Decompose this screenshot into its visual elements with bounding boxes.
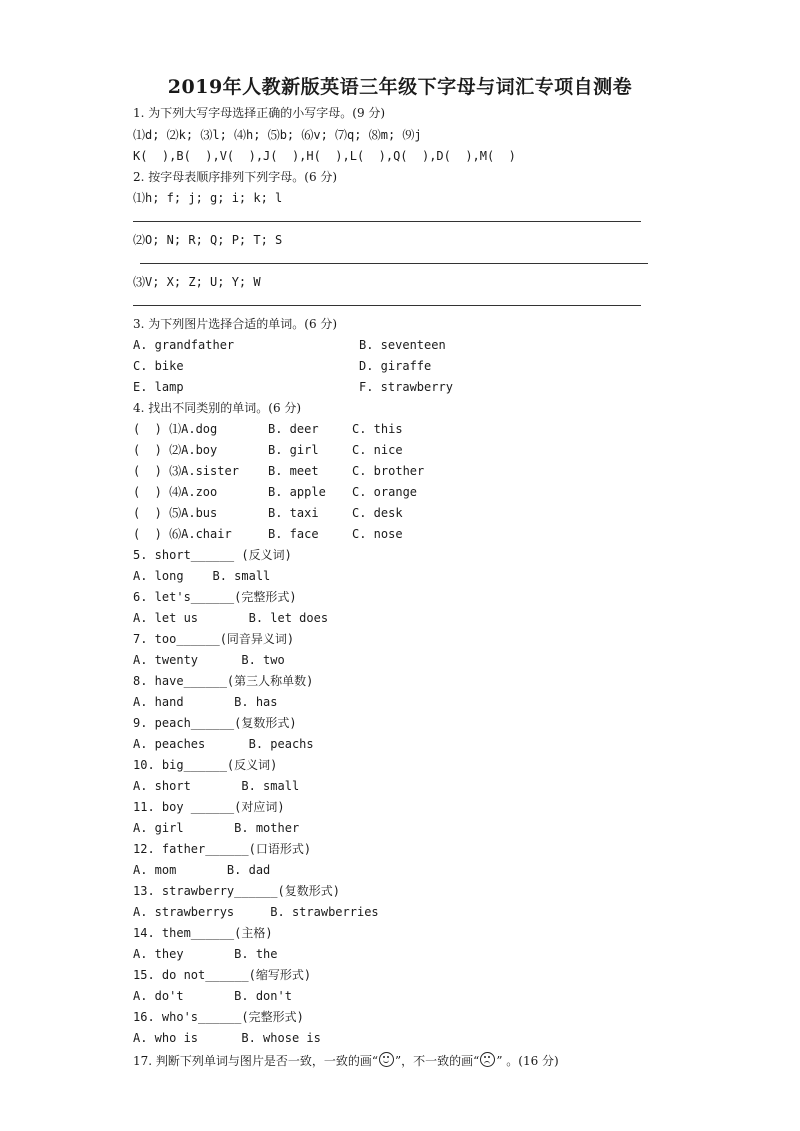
q3-stem: 3. 为下列图片选择合适的单词。(6 分)	[133, 317, 338, 331]
question-stem: 13. strawberry______(复数形式)	[133, 884, 340, 898]
q4-row-b: B. girl	[268, 443, 319, 457]
question-stem: 8. have______(第三人称单数)	[133, 674, 314, 688]
q4-row-a: ( ) ⑷A.zoo	[133, 485, 218, 499]
question-options: A. mom B. dad	[133, 863, 271, 877]
question-options: A. do't B. don't	[133, 989, 292, 1003]
question-options: A. twenty B. two	[133, 653, 285, 667]
q4-row-b: B. face	[268, 527, 319, 541]
answer-line	[133, 305, 641, 306]
question-stem: 12. father______(口语形式)	[133, 842, 312, 856]
q2-item-1: ⑴h; f; j; g; i; k; l	[133, 191, 283, 205]
q4-row-a: ( ) ⑵A.boy	[133, 443, 218, 457]
q1-answers: K( ),B( ),V( ),J( ),H( ),L( ),Q( ),D( ),M( )	[133, 149, 516, 163]
sad-face-icon	[480, 1052, 495, 1067]
question-options: A. girl B. mother	[133, 821, 300, 835]
q3-option: F. strawberry	[359, 380, 453, 394]
question-stem: 9. peach______(复数形式)	[133, 716, 297, 730]
question-stem: 14. them______(主格)	[133, 926, 273, 940]
q17-text-post: ” 。(16 分)	[496, 1054, 559, 1068]
q2-item-2: ⑵O; N; R; Q; P; T; S	[133, 233, 283, 247]
q1-options: ⑴d; ⑵k; ⑶l; ⑷h; ⑸b; ⑹v; ⑺q; ⑻m; ⑼j	[133, 128, 422, 142]
question-options: A. they B. the	[133, 947, 278, 961]
q4-row-a: ( ) ⑸A.bus	[133, 506, 218, 520]
question-stem: 16. who's______(完整形式)	[133, 1010, 304, 1024]
q3-option: A. grandfather	[133, 338, 235, 352]
q4-stem: 4. 找出不同类别的单词。(6 分)	[133, 401, 302, 415]
question-options: A. long B. small	[133, 569, 271, 583]
q4-row-c: C. this	[352, 422, 403, 436]
question-stem: 6. let's______(完整形式)	[133, 590, 297, 604]
q3-option: B. seventeen	[359, 338, 446, 352]
q4-row-c: C. orange	[352, 485, 418, 499]
q4-row-b: B. taxi	[268, 506, 319, 520]
question-stem: 5. short______ (反义词)	[133, 548, 292, 562]
q4-row-c: C. nose	[352, 527, 403, 541]
question-stem: 7. too______(同音异义词)	[133, 632, 295, 646]
question-stem: 10. big______(反义词)	[133, 758, 278, 772]
q17-text-mid: ”，不一致的画“	[395, 1054, 480, 1068]
q1-stem: 1. 为下列大写字母选择正确的小写字母。(9 分)	[133, 106, 386, 120]
smiley-face-icon	[379, 1052, 394, 1067]
q4-row-b: B. deer	[268, 422, 319, 436]
q17-text-pre: 17. 判断下列单词与图片是否一致，一致的画“	[133, 1054, 379, 1068]
question-options: A. let us B. let does	[133, 611, 329, 625]
question-options: A. who is B. whose is	[133, 1031, 321, 1045]
question-stem: 15. do not______(缩写形式)	[133, 968, 312, 982]
q4-row-c: C. nice	[352, 443, 403, 457]
question-stem: 11. boy ______(对应词)	[133, 800, 285, 814]
question-options: A. peaches B. peachs	[133, 737, 314, 751]
question-options: A. short B. small	[133, 779, 300, 793]
q4-row-b: B. meet	[268, 464, 319, 478]
q4-row-a: ( ) ⑴A.dog	[133, 422, 218, 436]
q4-row-c: C. desk	[352, 506, 403, 520]
q4-row-c: C. brother	[352, 464, 425, 478]
q3-option: C. bike	[133, 359, 184, 373]
page-title: 2019年人教新版英语三年级下字母与词汇专项自测卷	[167, 76, 633, 98]
q2-item-3: ⑶V; X; Z; U; Y; W	[133, 275, 261, 289]
q4-row-a: ( ) ⑶A.sister	[133, 464, 239, 478]
q4-row-a: ( ) ⑹A.chair	[133, 527, 232, 541]
q17-stem	[133, 1052, 559, 1068]
answer-line	[140, 263, 648, 264]
q4-row-b: B. apple	[268, 485, 326, 499]
answer-line	[133, 221, 641, 222]
q2-stem: 2. 按字母表顺序排列下列字母。(6 分)	[133, 170, 338, 184]
question-options: A. hand B. has	[133, 695, 278, 709]
question-options: A. strawberrys B. strawberries	[133, 905, 379, 919]
q3-option: D. giraffe	[359, 359, 432, 373]
q3-option: E. lamp	[133, 380, 184, 394]
